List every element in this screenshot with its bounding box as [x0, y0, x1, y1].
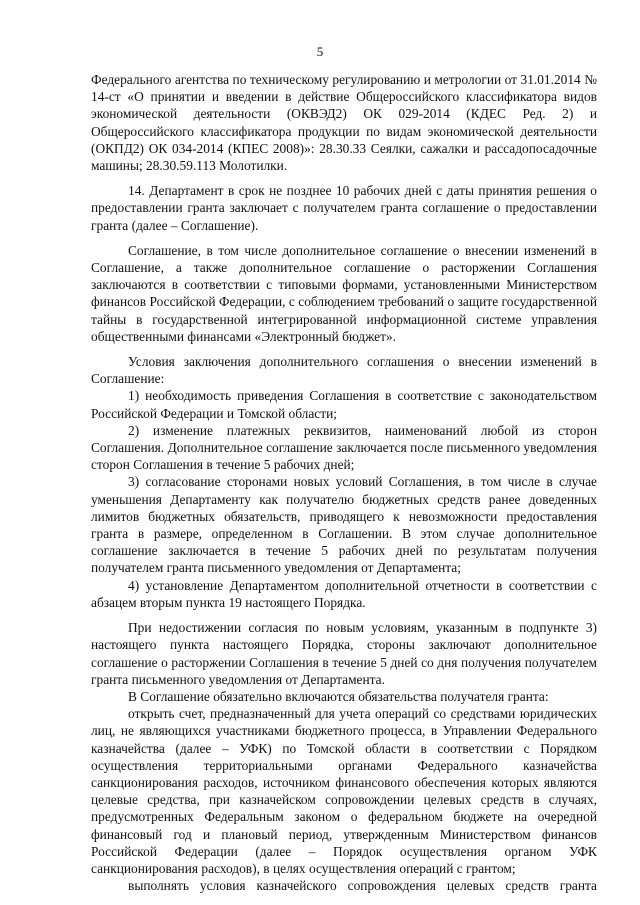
paragraph-okved-classifier: Федерального агентства по техническому регулированию и метрологии от 31.01.2014 № 14-ст «О принятии и введении в действие Общероссийского классификатора видов экономической деятельности (ОКВЭД2) ОК 029-2014 (КДЕС Ред. 2) и Общероссийского классификатора продукции по видам экономической деятельности (ОКПД2) ОК 034-2014 (КПЕС 2008)»: 28.30.33 Сеялки, сажалки и рассадопосадочные машины; 28.30.59.113 Молотилки. [91, 72, 597, 174]
list-item-condition-2: 2) изменение платежных реквизитов, наименований любой из сторон Соглашения. Дополнительное соглашение заключается после письменного уведомления сторон Соглашения в течение 5 рабочих дней; [91, 422, 597, 473]
paragraph-amendment-conditions: Условия заключения дополнительного соглашения о внесении изменений в Соглашение: [91, 354, 597, 387]
paragraph-agreement-forms: Соглашение, в том числе дополнительное соглашение о внесении изменений в Соглашение, а также дополнительное соглашение о расторжении Соглашения заключаются в соответствии с типовыми формами, установленными Министерством финансов Российской Федерации, с соблюдением требований о защите государственной тайны в государственной интегрированной информационной системе управления общественными финансами «Электронный бюджет». [91, 242, 597, 344]
list-item-condition-3: 3) согласование сторонами новых условий Соглашения, в том числе в случае уменьшения Департаменту как получателю бюджетных средств ранее доведенных лимитов бюджетных обязательств, приводящего к невозможности предоставления гранта в размере, определенном в Соглашении. В этом случае дополнительное соглашение заключается в течение 5 рабочих дней по результатам получения получателем гранта письменного уведомления от Департамента; [91, 474, 597, 576]
paragraph-treasury-support: выполнять условия казначейского сопровождения целевых средств гранта [128, 878, 597, 894]
paragraph-obligations-heading: В Соглашение обязательно включаются обязательства получателя гранта: [128, 688, 549, 704]
paragraph-14-agreement-deadline: 14. Департамент в срок не позднее 10 рабочих дней с даты принятия решения о предоставлении гранта заключает с получателем гранта соглашение о предоставлении гранта (далее – Соглашение). [91, 183, 597, 233]
paragraph-open-account: открыть счет, предназначенный для учета операций со средствами юридических лиц, не являющихся участниками бюджетного процесса, в Управлении Федерального казначейства (далее – УФК) по Томской области в соответствии с Порядком осуществления территориальными органами Федерального казначейства санкционирования расходов, источником финансового обеспечения которых являются целевые средства, при казначейском сопровождении целевых средств в случаях, предусмотренных Федеральным законом о федеральном бюджете на очередной финансовый год и плановый период, утвержденным Министерством финансов Российской Федерации (далее – Порядок осуществления органом УФК санкционирования расходов), в целях осуществления операций с грантом; [91, 706, 597, 876]
list-item-condition-1: 1) необходимость приведения Соглашения в соответствие с законодательством Российской Федерации и Томской области; [91, 388, 597, 421]
body-text [91, 71, 597, 894]
page-number: 5 [316, 44, 324, 59]
paragraph-termination: При недостижении согласия по новым условиям, указанным в подпункте 3) настоящего пункта настоящего Порядка, стороны заключают дополнительное соглашение о расторжении Соглашения в течение 5 дней со дня получения получателем гранта письменного уведомления от Департамента. [91, 620, 597, 687]
list-item-condition-4: 4) установление Департаментом дополнительной отчетности в соответствии с абзацем вторым пункта 19 настоящего Порядка. [91, 577, 597, 610]
